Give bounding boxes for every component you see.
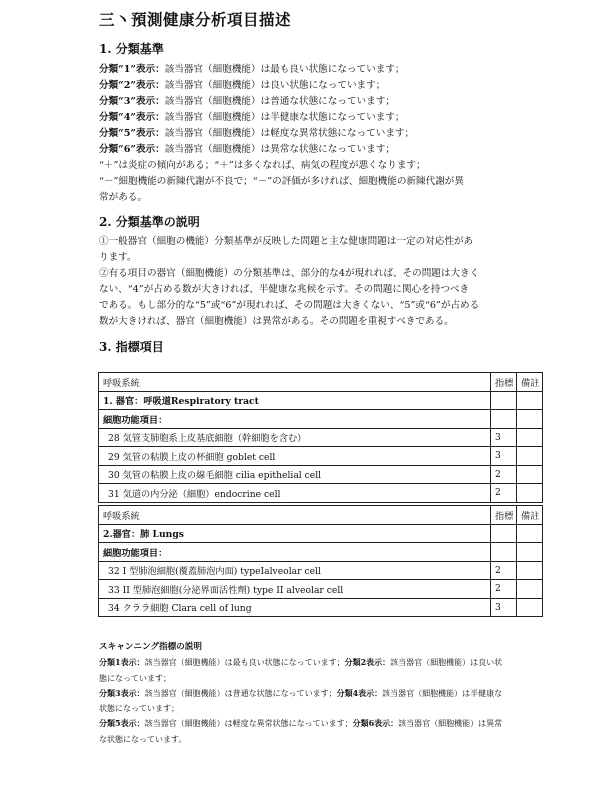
classification-line (99, 190, 509, 206)
cell-function-label: 細胞功能項目： (99, 410, 491, 429)
cell-item-note (517, 465, 543, 484)
classification-line (99, 126, 509, 142)
classification-text: 該当器官（細胞機能）は最も良い状態になっています； (164, 64, 405, 75)
cell-item-note (517, 428, 543, 447)
index-table-lungs (98, 505, 543, 617)
cell-item-name: 31 気道の内分泌（細胞）endocrine cell (99, 484, 491, 503)
footer-text: 該当器官（細胞機能）は良い状 (390, 658, 503, 668)
index-header: 指標 (491, 506, 517, 525)
footer-text: な状態になっています。 (99, 734, 187, 744)
footer-label: 分類2表示： (344, 657, 391, 668)
classification-label: 分類“5”表示： (99, 128, 165, 139)
organ-row (99, 524, 543, 543)
table-header-row (99, 506, 543, 525)
classification-line (99, 94, 509, 110)
cell-function-label: 細胞功能項目： (99, 543, 491, 562)
cell-item-note (517, 598, 543, 617)
explanation-line: ない、“4”が占める数が大きければ、半健康な兆候を示す。その問題に関心を持つべき (99, 284, 470, 295)
classification-label: 分類“3”表示： (99, 96, 165, 107)
cell-item-note (517, 561, 543, 580)
footer-line (99, 716, 509, 731)
classification-text: 該当器官（細胞機能）は異常な状態になっています； (164, 144, 395, 155)
cell-item-index: 3 (491, 428, 517, 447)
classification-line (99, 142, 509, 158)
footer-text: 該当器官（細胞機能）は異常 (398, 719, 503, 729)
table-row (99, 580, 543, 599)
organ-label: 2.器官：肺 Lungs (99, 524, 491, 543)
footer-label: 分類4表示： (336, 687, 383, 698)
footer-line (99, 701, 509, 716)
classification-text: 該当器官（細胞機能）は軽度な異常状態になっています； (164, 128, 415, 139)
footer-text: 態になっています； (99, 673, 171, 683)
table-row (99, 447, 543, 466)
cell-item-name: 33 II 型肺泡細胞(分泌界面活性劑) type II alveolar cell (99, 580, 491, 599)
classification-text: “－”細胞機能の新陳代謝が不良で；“－”の評価が多ければ、細胞機能の新陳代謝が異 (99, 176, 464, 187)
index-table-respiratory-tract (98, 372, 543, 503)
classification-label: 分類“4”表示： (99, 112, 165, 123)
page-title: 三丶預測健康分析項目描述 (99, 10, 292, 29)
footer-line (99, 671, 509, 686)
footer-line (99, 732, 509, 747)
section-3-heading: 3. 指標項目 (99, 340, 164, 354)
table-row (99, 484, 543, 503)
cell-item-name: 32 I 型肺泡細胞(覆蓋肺泡内面) typeⅠalveolar cell (99, 561, 491, 580)
classification-explanation (99, 234, 509, 330)
cell-item-index: 3 (491, 598, 517, 617)
cell-item-note (517, 484, 543, 503)
cell-item-index: 2 (491, 580, 517, 599)
classification-text: 該当器官（細胞機能）は普通な状態になっています； (164, 96, 395, 107)
classification-line (99, 62, 509, 78)
scanning-index-explanation (99, 640, 509, 747)
section-1-heading: 1. 分類基準 (99, 42, 164, 56)
classification-line (99, 158, 509, 174)
system-header: 呼吸系統 (99, 506, 491, 525)
subheader-row (99, 410, 543, 429)
subheader-row (99, 543, 543, 562)
table-row (99, 598, 543, 617)
organ-label: 1. 器官：呼吸道Respiratory tract (99, 391, 491, 410)
classification-text: 常がある。 (99, 192, 147, 203)
cell-item-name: 28 気管支肺胞系上皮基底細胞（幹細胞を含む） (99, 428, 491, 447)
footer-text: 状態になっています； (99, 704, 179, 714)
section-2-heading: 2. 分類基準の説明 (99, 215, 200, 229)
index-header: 指標 (491, 373, 517, 392)
footer-text: 該当器官（細胞機能）は最も良い状態になっています； (144, 658, 345, 668)
table-row (99, 428, 543, 447)
system-header: 呼吸系統 (99, 373, 491, 392)
classification-line (99, 110, 509, 126)
table-header-row (99, 373, 543, 392)
footer-label: 分類3表示： (99, 687, 145, 698)
footer-line (99, 686, 509, 701)
footer-label: 分類6表示： (352, 718, 399, 729)
cell-item-note (517, 580, 543, 599)
explanation-line: ①一般器官（細胞の機能）分類基準が反映した問題と主な健康問題は一定の対応性があ (99, 236, 474, 247)
footer-label: 分類5表示： (99, 718, 145, 729)
cell-item-index: 2 (491, 465, 517, 484)
classification-label: 分類“2”表示： (99, 80, 165, 91)
classification-text: 該当器官（細胞機能）は良い状態になっています； (164, 80, 386, 91)
classification-label: 分類“6”表示： (99, 144, 165, 155)
footer-line (99, 655, 509, 670)
classification-line (99, 174, 509, 190)
explanation-line: である。もし部分的な“5”或“6”が現れれば、その問題は大きくない、“5”或“6”が占める (99, 300, 480, 311)
note-header: 備註 (517, 506, 543, 525)
classification-label: 分類“1”表示： (99, 64, 165, 75)
classification-text: 該当器官（細胞機能）は半健康な状態になっています； (164, 112, 405, 123)
footer-text: 該当器官（細胞機能）は普通な状態になっています； (144, 688, 337, 698)
table-row (99, 561, 543, 580)
note-header: 備註 (517, 373, 543, 392)
classification-line (99, 78, 509, 94)
organ-row (99, 391, 543, 410)
footer-lines (99, 655, 509, 747)
classification-list (99, 62, 509, 206)
table-row (99, 465, 543, 484)
cell-item-index: 2 (491, 561, 517, 580)
explanation-line: ります。 (99, 252, 137, 263)
classification-text: “＋”は炎症の傾向がある；“＋”は多くなれば、病気の程度が悪くなります； (99, 160, 426, 171)
footer-text: 該当器官（細胞機能）は半健康な (382, 688, 503, 698)
cell-item-name: 34 クララ細胞 Clara cell of lung (99, 598, 491, 617)
cell-item-index: 2 (491, 484, 517, 503)
cell-item-name: 29 気管の粘膜上皮の杯細胞 goblet cell (99, 447, 491, 466)
explanation-line: ②有る項目の器官（細胞機能）の分類基準は、部分的な4が現れれば、その問題は大きく (99, 268, 480, 279)
cell-item-index: 3 (491, 447, 517, 466)
cell-item-note (517, 447, 543, 466)
footer-text: 該当器官（細胞機能）は軽度な異常状態になっています； (144, 719, 353, 729)
explanation-line: 数が大きければ、器官（細胞機能）は異常がある。その問題を重視すべきである。 (99, 316, 454, 327)
cell-item-name: 30 気管の粘膜上皮の線毛細胞 cilia epithelial cell (99, 465, 491, 484)
footer-title: スキャンニング指標の説明 (99, 642, 202, 652)
footer-label: 分類1表示： (99, 657, 145, 668)
